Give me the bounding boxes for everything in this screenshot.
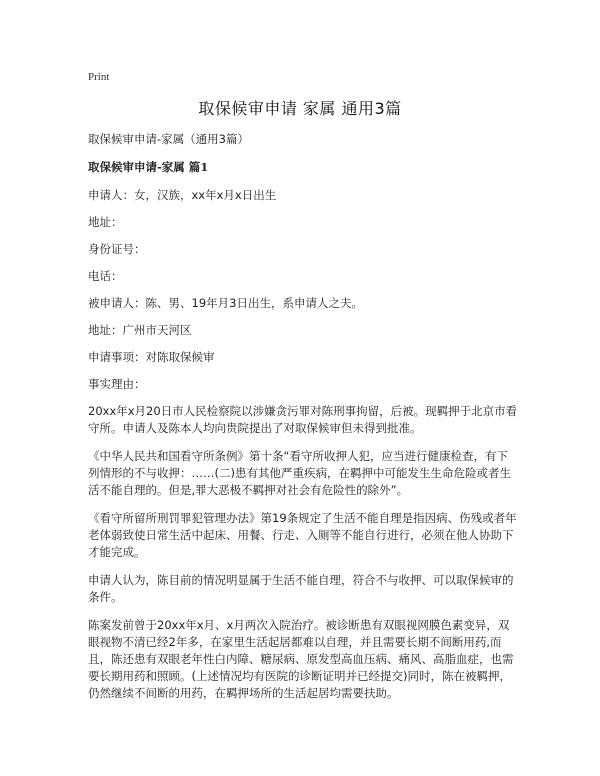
paragraph: 陈案发前曾于20xx年x月、x月两次入院治疗。被诊断患有双眼视网膜色素变异，双眼视物不清已经2年多，在家里生活起居都难以自理，并且需要长期不间断用药,而且，陈还患有双眼老年性白内障、糖尿病、原发型高血压病、痛风、高脂血症，也需要长期用药和照顾。(上述情况均有医院的诊断证明并已经提交)同时，陈在被羁押，仍然继续不间断的用药，在羁押场所的生活起居均需要扶助。 — [88, 618, 514, 700]
paragraph: 申请人认为，陈目前的情况明显属于生活不能自理，符合不与收押、可以取保候审的条件。 — [88, 573, 514, 604]
paragraph: 20xx年x月20日市人民检察院以涉嫌贪污罪对陈刑事拘留，后被。现羁押于北京市看守所。申请人及陈本人均向贵院提出了对取保候审但未得到批准。 — [88, 404, 518, 435]
respondent-line: 被申请人：陈、男、19年月3日出生，系申请人之夫。 — [88, 296, 363, 310]
phone-line: 电话： — [88, 269, 123, 283]
print-label: Print — [88, 71, 110, 83]
facts-heading: 事实理由： — [88, 377, 146, 391]
respondent-address-line: 地址：广州市天河区 — [88, 323, 192, 337]
paragraph: 《看守所留所刑罚罪犯管理办法》第19条规定了生活不能自理是指因病、伤残或者年老体弱致使日常生活中起床、用餐、行走、入厕等不能自行进行，必须在他人协助下才能完成。 — [88, 511, 517, 559]
section-title: 取保候审申请-家属 篇1 — [88, 160, 209, 174]
document-body — [88, 131, 518, 713]
request-line: 申请事项：对陈取保候审 — [88, 350, 215, 364]
id-number-line: 身份证号： — [88, 242, 146, 256]
page-title: 取保候审申请 家属 通用3篇 — [198, 99, 402, 118]
document-subtitle: 取保候审申请-家属（通用3篇） — [88, 132, 249, 146]
address-line: 地址： — [88, 215, 123, 229]
applicant-line: 申请人：女，汉族，xx年x月x日出生 — [88, 188, 277, 202]
paragraph: 《中华人民共和国看守所条例》第十条“看守所收押人犯，应当进行健康检查，有下列情形的不与收押：……(二)患有其他严重疾病，在羁押中可能发生生命危险或者生活不能自理的。但是,罪大恶极不羁押对社会有危险性的除外”。 — [88, 449, 511, 497]
